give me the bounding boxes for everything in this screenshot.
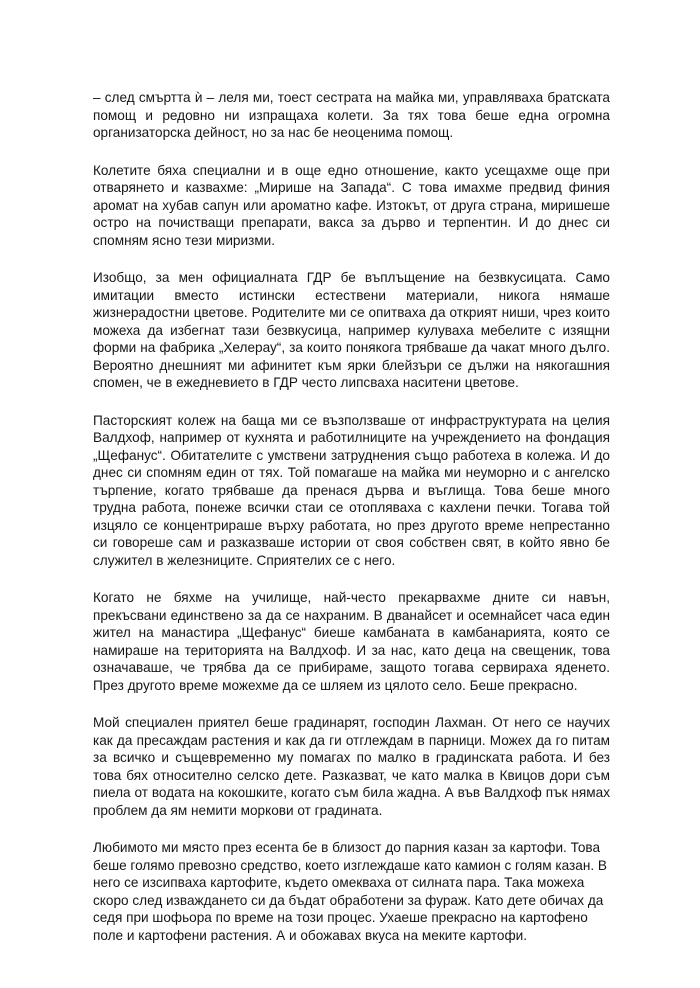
document-body xyxy=(93,89,610,964)
paragraph: Любимото ми място през есента бе в близост до парния казан за картофи. Това беше голямо превозно средство, което изглеждаше като камион с голям казан. В него се изсипваха картофите, където омекваха от силната пара. Така можеха скоро след изваждането си да бъдат обработени за фураж. Като дете обичах да седя при шофьора по време на този процес. Ухаеше прекрасно на картофено поле и картофени растения. А и обожавах вкуса на меките картофи. xyxy=(93,840,607,943)
paragraph: Изобщо, за мен официалната ГДР бе въплъщение на безвкусицата. Само имитации вместо истински естествени материали, никога нямаше жизнерадостни цветове. Родителите ми се опитваха да открият ниши, чрез които можеха да избегнат тази безвкусица, например кулуваха мебелите с изящни форми на фабрика „Хелерау“, за които понякога трябваше да чакат много дълго. Вероятно днешният ми афинитет към ярки блейзъри се дължи на някогашния спомен, че в ежедневието в ГДР често липсваха наситени цветове. xyxy=(93,270,610,390)
paragraph: – след смъртта ѝ – леля ми, тоест сестрата на майка ми, управляваха братската помощ и редовно ни изпращаха колети. За тях това беше една огромна организаторска дейност, но за нас бе неоценима помощ. xyxy=(93,90,610,140)
paragraph: Когато не бяхме на училище, най-често прекарвахме дните си навън, прекъсвани единствено за да се нахраним. В дванайсет и осемнайсет часа един жител на манастира „Щефанус“ биеше камбаната в камбанарията, която се намираше на територията на Валдхоф. И за нас, като деца на свещеник, това означаваше, че трябва да се прибираме, защото тогава сервираха яденето. През другото време можехме да се шляем из цялото село. Беше прекрасно. xyxy=(93,590,610,693)
paragraph: Мой специален приятел беше градинарят, господин Лахман. От него се научих как да пресаждам растения и как да ги отглеждам в парници. Можех да го питам за всичко и същевременно му помагах по малко в градинската работа. И без това бях относително селско дете. Разказват, че като малка в Квицов дори съм пиела от водата на кокошките, когато съм била жадна. А във Валдхоф пък нямах проблем да ям немити моркови от градината. xyxy=(93,715,610,818)
paragraph: Колетите бяха специални и в още едно отношение, както усещахме още при отварянето и казвахме: „Мирише на Запада“. С това имахме предвид финия аромат на хубав сапун или ароматно кафе. Изтокът, от друга страна, миришеше остро на почистващи препарати, вакса за дърво и терпентин. И до днес си спомням ясно тези миризми. xyxy=(93,162,610,248)
paragraph: Пасторският колеж на баща ми се възползваше от инфраструктурата на целия Валдхоф, например от кухнята и работилниците на учреждението на фондация „Щефанус“. Обитателите с умствени затруднения също работеха в колежа. И до днес си спомням един от тях. Той помагаше на майка ми неуморно и с ангелско търпение, когато трябваше да пренася дърва и въглища. Това беше много трудна работа, понеже всички стаи се отопляваха с кахлени печки. Тогава той изцяло се концентрираше върху работата, но през другото време непрестанно си говореше сам и разказваше истории от своя собствен свят, в който явно бе служител в железниците. Сприятелих се с него. xyxy=(93,412,610,568)
